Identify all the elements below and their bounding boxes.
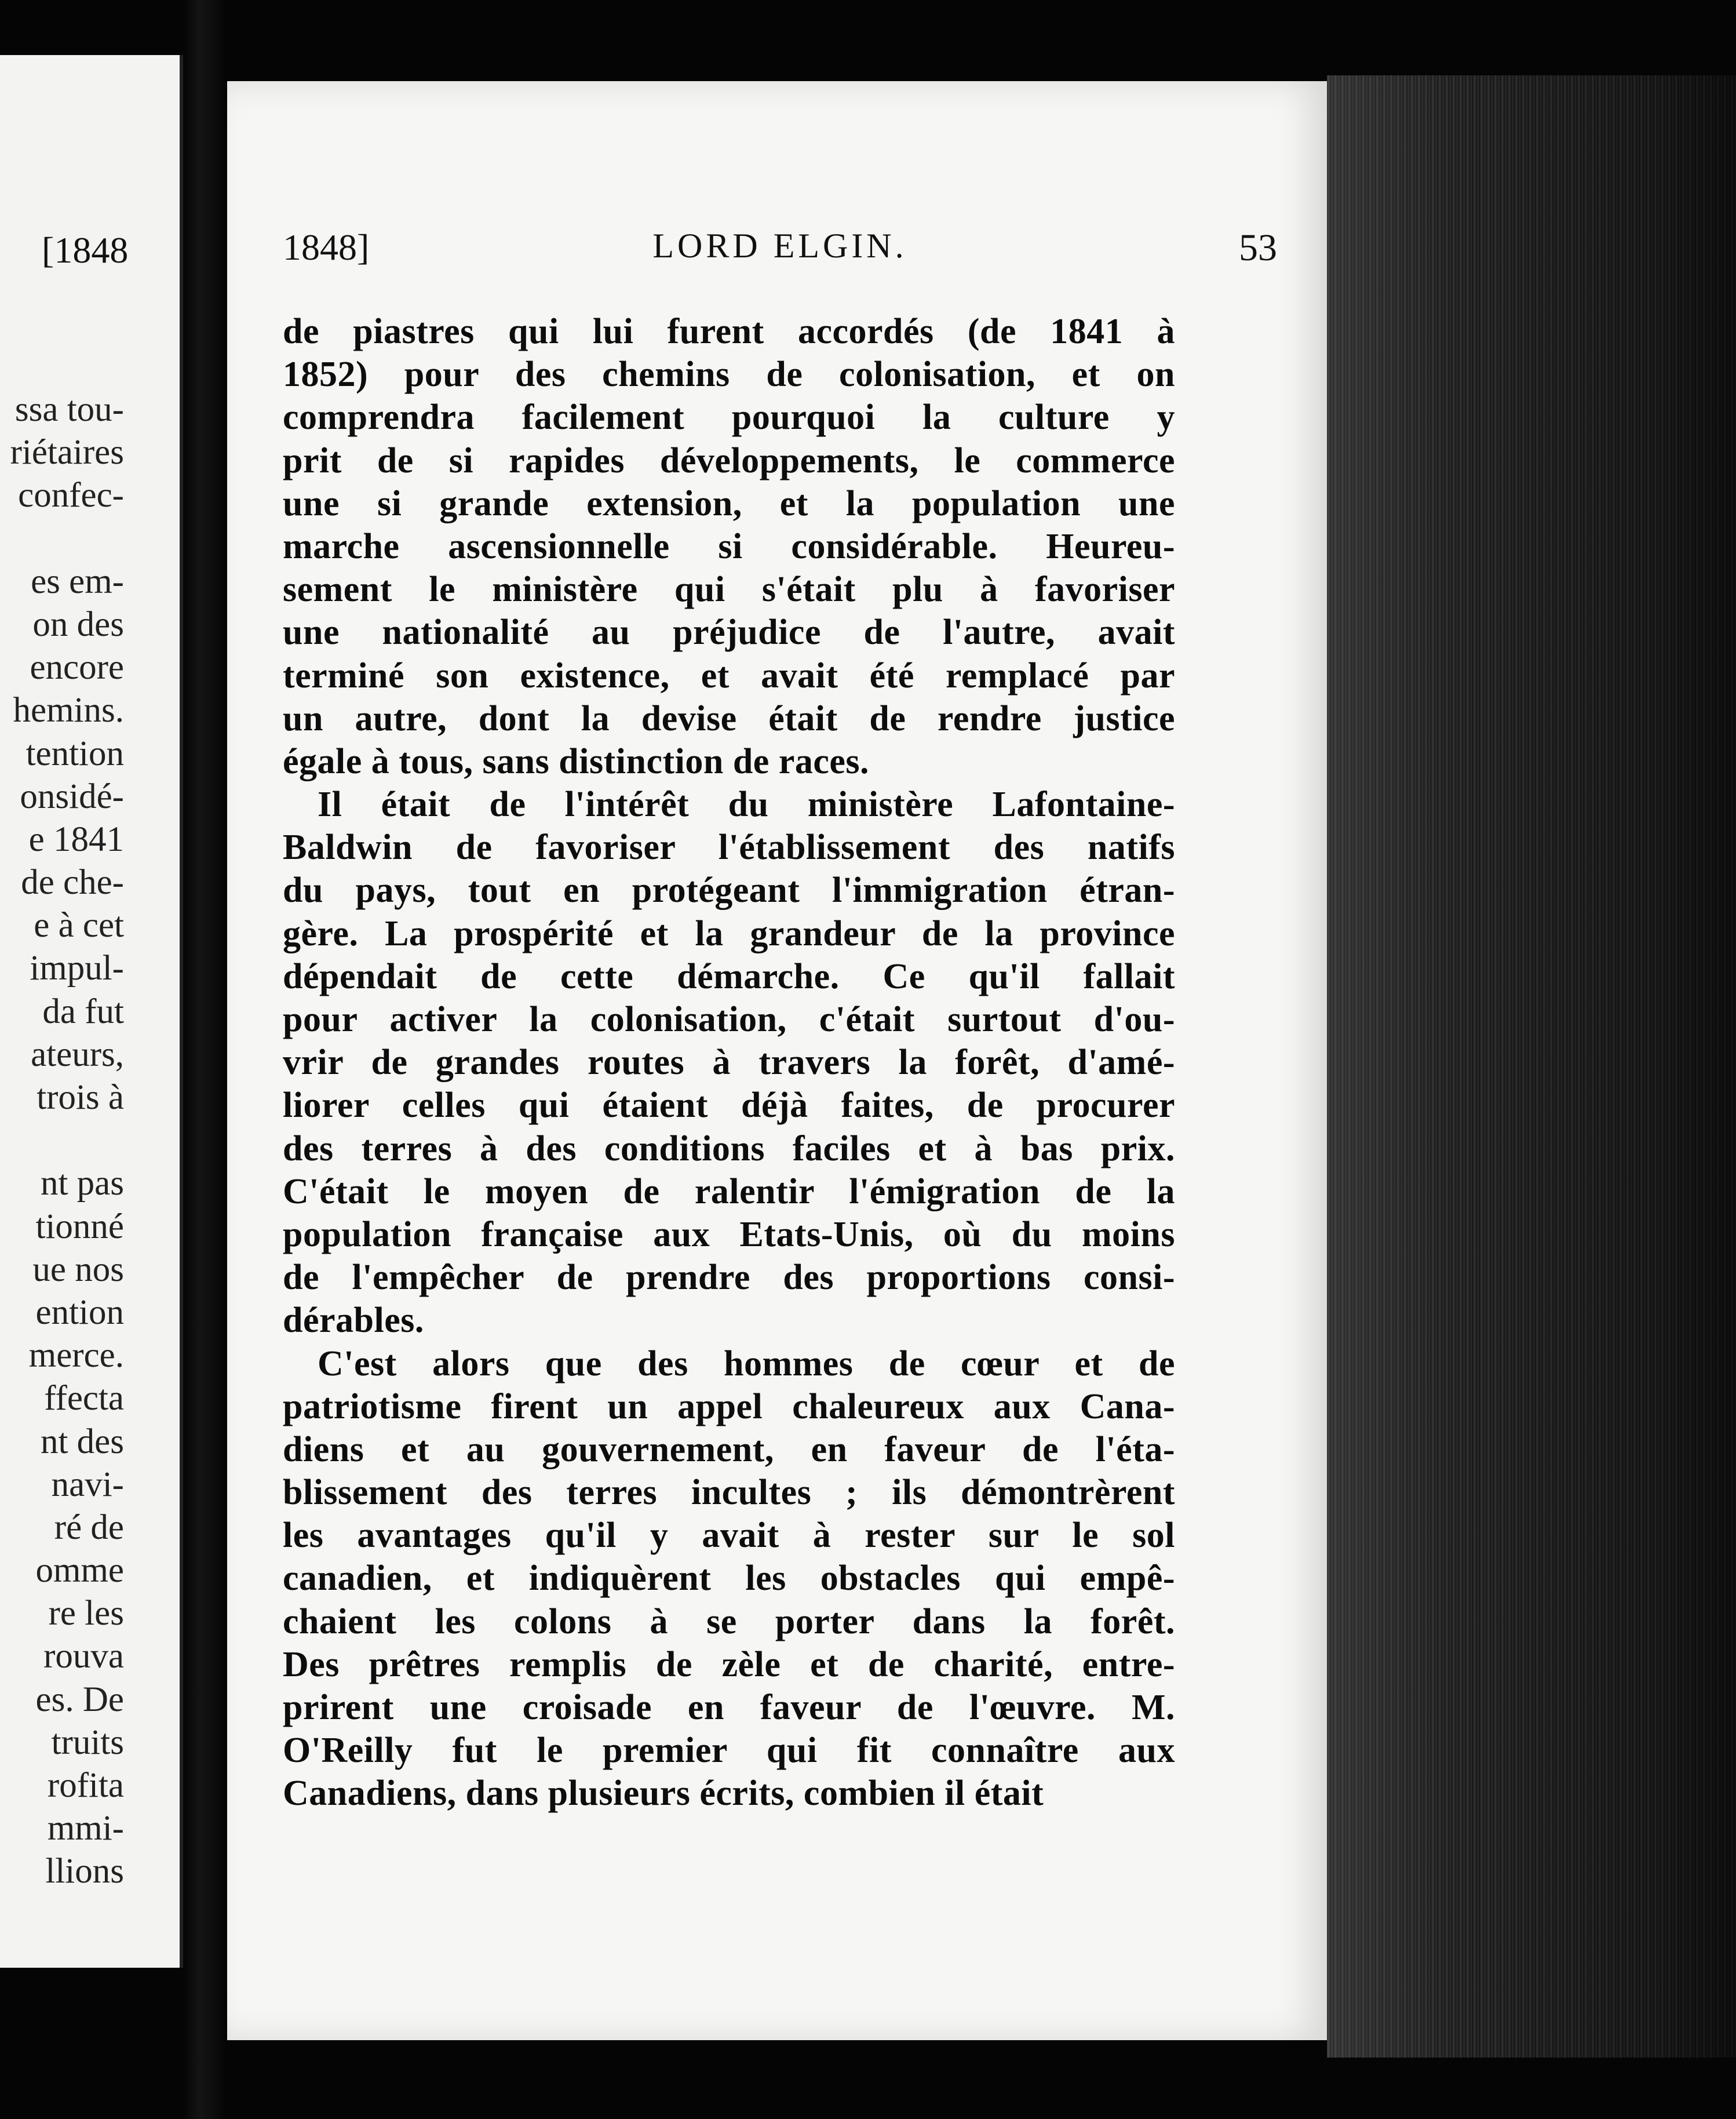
text-line: dépendait de cette démarche. Ce qu'il fallait: [283, 956, 1175, 996]
previous-page-line: trois à: [37, 1078, 124, 1117]
text-line: des terres à des conditions faciles et à bas prix.: [283, 1128, 1175, 1168]
previous-page-header: [1848: [42, 230, 129, 271]
book-page-edges: [1327, 75, 1736, 2058]
text-line: pour activer la colonisation, c'était surtout d'ou-: [283, 1000, 1175, 1039]
previous-page-line: rofita: [47, 1766, 124, 1805]
header-year: 1848]: [283, 227, 370, 268]
previous-page-line: da fut: [42, 992, 124, 1031]
page-edges-shading: [1327, 75, 1736, 2058]
previous-page-line: mmi-: [47, 1809, 124, 1848]
previous-page-line: tention: [25, 734, 124, 773]
text-line: terminé son existence, et avait été remplacé par: [283, 656, 1175, 696]
previous-page-line: ffecta: [44, 1379, 124, 1418]
text-line: prirent une croisade en faveur de l'œuvre. M.: [283, 1688, 1175, 1727]
previous-page-line: ention: [35, 1292, 124, 1332]
previous-page: [0, 55, 183, 1968]
header-title: LORD ELGIN.: [652, 227, 907, 265]
previous-page-line: encore: [30, 648, 124, 687]
previous-page-line: ue nos: [32, 1250, 124, 1289]
text-line: sement le ministère qui s'était plu à favoriser: [283, 570, 1175, 610]
previous-page-line: rouva: [43, 1637, 124, 1676]
previous-page-text: [10, 388, 124, 1894]
text-line: vrir de grandes routes à travers la forêt, d'amé-: [283, 1043, 1175, 1083]
previous-page-line: llions: [45, 1852, 124, 1891]
previous-page-line: truits: [51, 1723, 124, 1762]
text-line: dérables.: [283, 1301, 424, 1341]
text-line: une nationalité au préjudice de l'autre, avait: [283, 613, 1175, 653]
text-line: un autre, dont la devise était de rendre justice: [283, 698, 1175, 738]
text-line: gère. La prospérité et la grandeur de la province: [283, 913, 1175, 953]
text-line: Des prêtres remplis de zèle et de charité, entre-: [283, 1644, 1175, 1684]
text-line: C'était le moyen de ralentir l'émigration de la: [283, 1171, 1175, 1211]
previous-page-line: navi-: [51, 1465, 124, 1504]
previous-page-line: nt des: [40, 1422, 124, 1461]
previous-page-line: e à cet: [34, 906, 124, 945]
text-line: liorer celles qui étaient déjà faites, de procurer: [283, 1086, 1175, 1126]
text-line: de l'empêcher de prendre des proportions consi-: [283, 1258, 1175, 1298]
text-line: Canadiens, dans plusieurs écrits, combien il était: [283, 1774, 1044, 1814]
book-page: [227, 81, 1327, 2040]
previous-page-line: hemins.: [13, 691, 124, 730]
book-gutter: [183, 0, 226, 2119]
text-line: de piastres qui lui furent accordés (de 1841 à: [283, 312, 1175, 351]
text-line: Il était de l'intérêt du ministère Lafontaine-: [318, 785, 1175, 825]
text-line: prit de si rapides développements, le commerce: [283, 440, 1175, 480]
text-line: les avantages qu'il y avait à rester sur le sol: [283, 1516, 1175, 1556]
previous-page-line: on des: [32, 605, 124, 644]
text-line: population française aux Etats-Unis, où du moins: [283, 1214, 1175, 1254]
running-header: [283, 226, 1277, 272]
previous-page-line: [10, 1119, 124, 1162]
previous-page-line: confec-: [18, 476, 124, 515]
previous-page-line: merce.: [28, 1336, 124, 1375]
text-line: comprendra facilement pourquoi la culture y: [283, 398, 1175, 438]
text-line: une si grande extension, et la population une: [283, 483, 1175, 523]
text-line: canadien, et indiquèrent les obstacles qui empê-: [283, 1559, 1175, 1599]
text-line: Baldwin de favoriser l'établissement des natifs: [283, 828, 1175, 868]
previous-page-line: onsidé-: [20, 777, 124, 816]
previous-page-line: nt pas: [40, 1164, 124, 1203]
previous-page-line: ré de: [54, 1508, 124, 1547]
text-line: 1852) pour des chemins de colonisation, et on: [283, 355, 1175, 395]
previous-page-line: re les: [48, 1594, 124, 1633]
previous-page-line: de che-: [21, 863, 124, 902]
previous-page-line: impul-: [30, 949, 124, 988]
text-line: marche ascensionnelle si considérable. Heureu-: [283, 526, 1175, 566]
page-number: 53: [1239, 227, 1277, 269]
page-body-text: [283, 310, 1175, 1815]
text-line: blissement des terres incultes ; ils démontrèrent: [283, 1473, 1175, 1513]
previous-page-line: tionné: [35, 1207, 124, 1246]
text-line: chaient les colons à se porter dans la forêt.: [283, 1601, 1175, 1641]
previous-page-line: omme: [35, 1551, 124, 1590]
previous-page-line: ssa tou-: [14, 390, 124, 429]
previous-page-line: ateurs,: [31, 1035, 124, 1074]
text-line: diens et au gouvernement, en faveur de l'éta-: [283, 1429, 1175, 1469]
text-line: patriotisme firent un appel chaleureux aux Cana-: [283, 1386, 1175, 1426]
text-line: O'Reilly fut le premier qui fit connaître aux: [283, 1731, 1175, 1771]
text-line: du pays, tout en protégeant l'immigration étran-: [283, 871, 1175, 911]
previous-page-line: e 1841: [28, 820, 124, 859]
previous-page-line: [10, 518, 124, 560]
text-line: C'est alors que des hommes de cœur et de: [318, 1344, 1175, 1383]
previous-page-line: riétaires: [10, 433, 124, 472]
previous-page-line: es. De: [35, 1680, 124, 1719]
previous-page-line: es em-: [31, 562, 124, 601]
text-line: égale à tous, sans distinction de races.: [283, 741, 869, 781]
